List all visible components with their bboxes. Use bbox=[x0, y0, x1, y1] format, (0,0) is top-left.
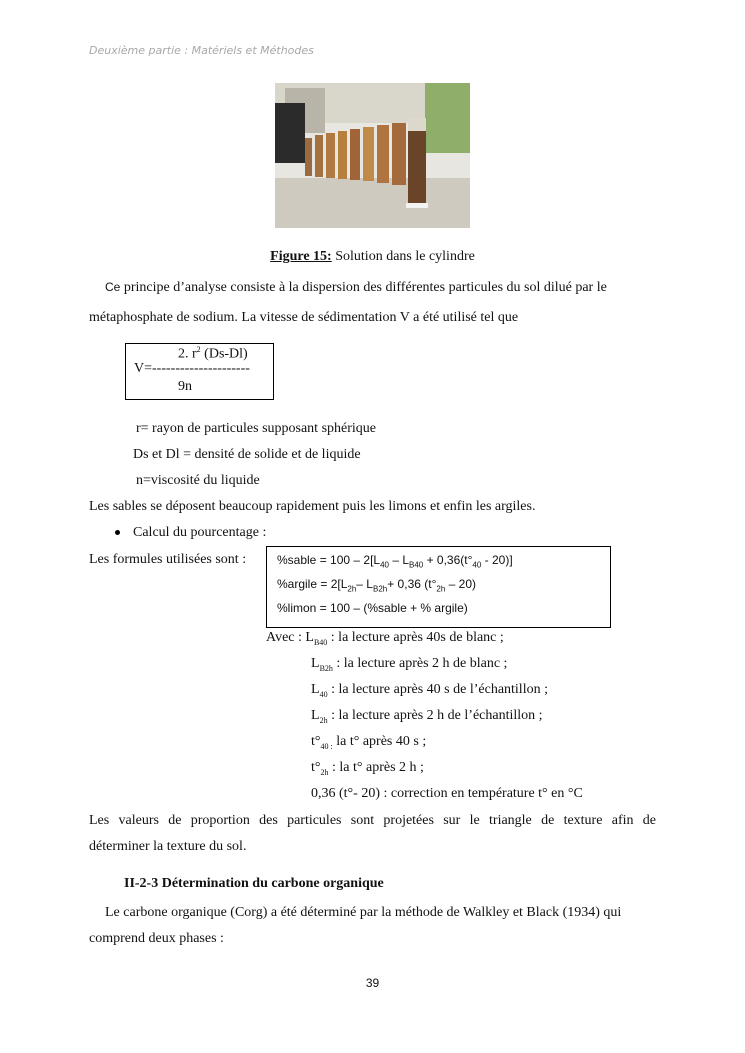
definition-r: r= rayon de particules supposant sphérique bbox=[136, 421, 376, 436]
stokes-denominator: 9n bbox=[178, 379, 192, 394]
stokes-lhs: V=--------------------- bbox=[134, 361, 250, 376]
texture-formulas-box bbox=[266, 546, 611, 628]
figure-caption-text: Solution dans le cylindre bbox=[331, 249, 475, 264]
bullet-text: Calcul du pourcentage : bbox=[133, 525, 267, 540]
avec-row-2: $L_{B2h}$ : la lecture après 2 h de blanc ; bbox=[311, 656, 508, 673]
avec-row-3: $L_{40}$ : la lecture après 40 s de l’échantillon ; bbox=[311, 682, 548, 699]
paragraph-carbon bbox=[89, 900, 656, 952]
paragraph-principle bbox=[89, 274, 656, 331]
sand-text: Les sables se déposent beaucoup rapidement puis les limons et enfin les argiles. bbox=[89, 499, 536, 514]
carbon-line2: comprend deux phases : bbox=[89, 931, 224, 946]
avec-row-1: Avec : $L_{B40}$ : la lecture après 40s de blanc ; bbox=[266, 630, 504, 647]
page-number: 39 bbox=[365, 976, 380, 990]
triangle-line2: déterminer la texture du sol. bbox=[89, 839, 247, 854]
carbon-line1: Le carbone organique (Corg) a été déterminé par la méthode de Walkley et Black (1934) qui bbox=[105, 905, 622, 920]
figure-label: Figure 15: bbox=[270, 249, 332, 264]
formula-limon: %limon = 100 – (%sable + % argile) bbox=[277, 601, 468, 615]
formula-argile: %argile = $2[L_{2h}-$ $L_{B2h}+ 0,36$ $(t^\circ_{2h} - 20)$ bbox=[277, 577, 476, 594]
definition-n: n=viscosité du liquide bbox=[136, 473, 260, 488]
formula-sable: %sable = $100 - 2[L_{40} - L_{B40} + 0,36(t^\circ_{40} - 20)]$ bbox=[277, 553, 513, 570]
p1-line1: principe d’analyse consiste à la dispersion des différentes particules du sol dilué par le bbox=[120, 280, 607, 295]
figure-photo-cylinders bbox=[275, 83, 470, 228]
section-heading: II-2-3 Détermination du carbone organique bbox=[124, 876, 384, 891]
paragraph-triangle bbox=[89, 808, 656, 860]
stokes-numerator: 2. $r^2$ (Ds-Dl) bbox=[178, 345, 248, 362]
avec-row-5: $t^\circ_{40 :}$ la t° après 40 s ; bbox=[311, 734, 427, 751]
formulas-label: Les formules utilisées sont : bbox=[89, 552, 247, 567]
stokes-formula-box bbox=[125, 343, 274, 400]
first-word: Ce bbox=[105, 280, 121, 294]
running-header: Deuxième partie : Matériels et Méthodes bbox=[89, 44, 314, 57]
p1-line2: métaphosphate de sodium. La vitesse de sédimentation V a été utilisé tel que bbox=[89, 310, 519, 325]
avec-row-7: 0,36 (t°- 20) : correction en température t° en °C bbox=[311, 786, 583, 801]
bullet-dot bbox=[115, 530, 120, 535]
avec-row-6: $t^\circ_{2h}$ : la t° après 2 h ; bbox=[311, 760, 424, 777]
avec-row-4: $L_{2h}$ : la lecture après 2 h de l’échantillon ; bbox=[311, 708, 543, 725]
figure-caption bbox=[0, 249, 745, 265]
triangle-line1: Les valeurs de proportion des particules sont projetées sur le triangle de texture afin de bbox=[89, 813, 656, 828]
definition-ds-dl: Ds et Dl = densité de solide et de liquide bbox=[133, 447, 361, 462]
